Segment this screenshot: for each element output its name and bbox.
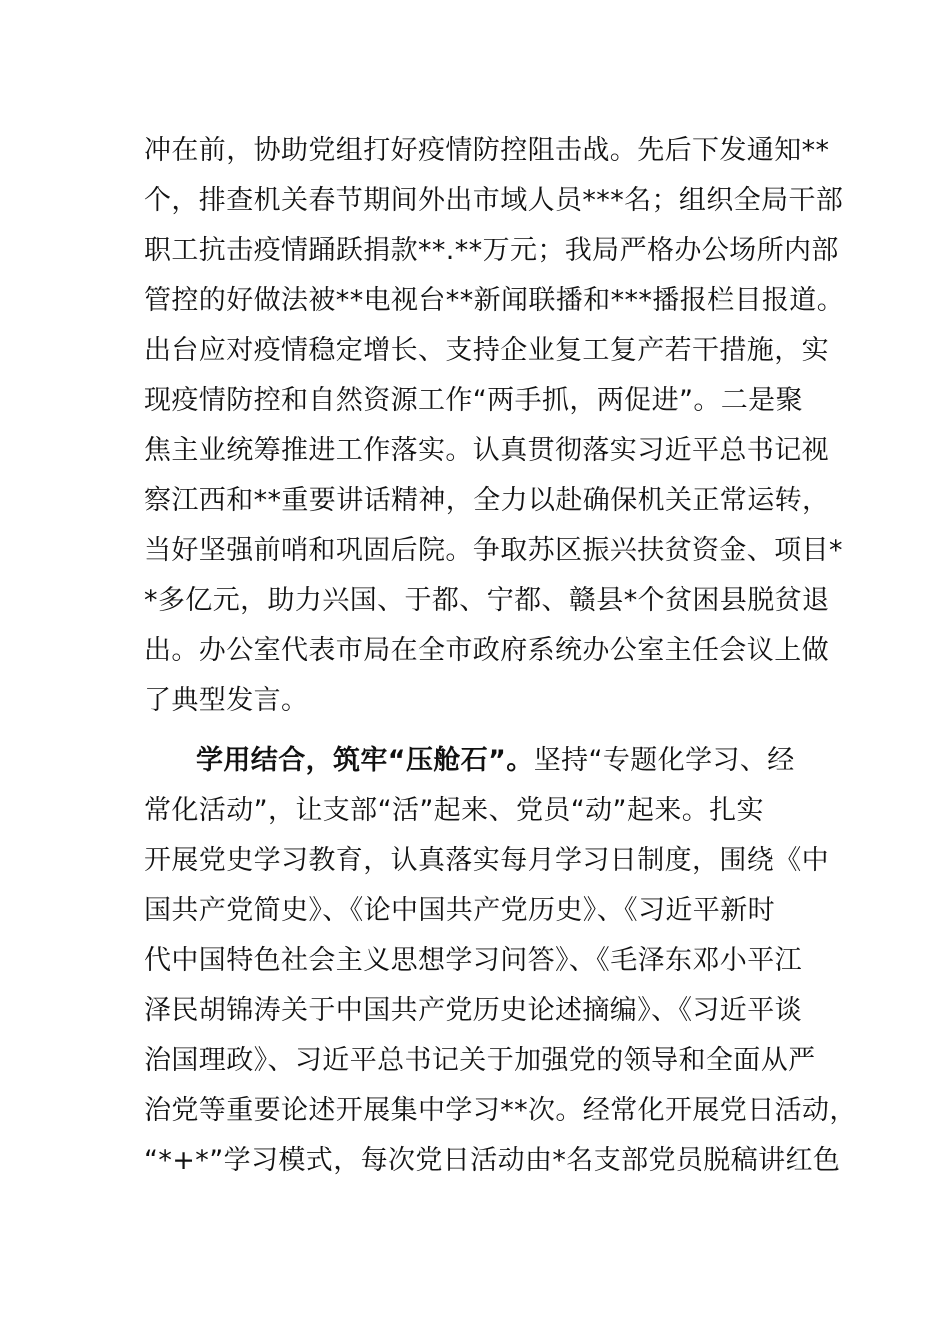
text-line: 代中国特色社会主义思想学习问答》、《毛泽东邓小平江 [144, 945, 802, 976]
paragraph-heading: 学用结合，筑牢“压舱石”。 [196, 745, 534, 776]
text-line: 察江西和**重要讲话精神，全力以赴确保机关正常运转， [144, 485, 830, 516]
text-line: 了典型发言。 [144, 685, 309, 716]
text-line: *多亿元，助力兴国、于都、宁都、赣县*个贫困县脱贫退 [144, 585, 830, 616]
text-line: 冲在前，协助党组打好疫情防控阻击战。先后下发通知** [144, 135, 830, 166]
text-line: 个，排查机关春节期间外出市域人员***名；组织全局干部 [144, 185, 844, 216]
text-line: 出。办公室代表市局在全市政府系统办公室主任会议上做 [144, 635, 829, 666]
text-line: 出台应对疫情稳定增长、支持企业复工复产若干措施，实 [144, 335, 829, 366]
text-line: 焦主业统筹推进工作落实。认真贯彻落实习近平总书记视 [144, 435, 829, 466]
paragraph-first-line [196, 736, 795, 786]
paragraph-first-line-rest: 坚持“专题化学习、经 [533, 745, 795, 776]
text-line: 治国理政》、习近平总书记关于加强党的领导和全面从严 [144, 1045, 816, 1076]
text-line: 管控的好做法被**电视台**新闻联播和***播报栏目报道。 [144, 285, 845, 316]
text-line: 治党等重要论述开展集中学习**次。经常化开展党日活动， [144, 1095, 857, 1126]
text-line: 现疫情防控和自然资源工作“两手抓，两促进”。二是聚 [144, 385, 803, 416]
text-line: “*+*”学习模式，每次党日活动由*名支部党员脱稿讲红色 [144, 1145, 841, 1176]
text-line: 当好坚强前哨和巩固后院。争取苏区振兴扶贫资金、项目* [144, 535, 843, 566]
text-line: 开展党史学习教育，认真落实每月学习日制度，围绕《中 [144, 845, 829, 876]
text-line: 国共产党简史》、《论中国共产党历史》、《习近平新时 [144, 895, 775, 926]
text-line: 泽民胡锦涛关于中国共产党历史论述摘编》、《习近平谈 [144, 995, 802, 1026]
text-line: 职工抗击疫情踊跃捐款**.**万元；我局严格办公场所内部 [144, 235, 839, 266]
text-line: 常化活动”，让支部“活”起来、党员“动”起来。扎实 [144, 795, 764, 826]
